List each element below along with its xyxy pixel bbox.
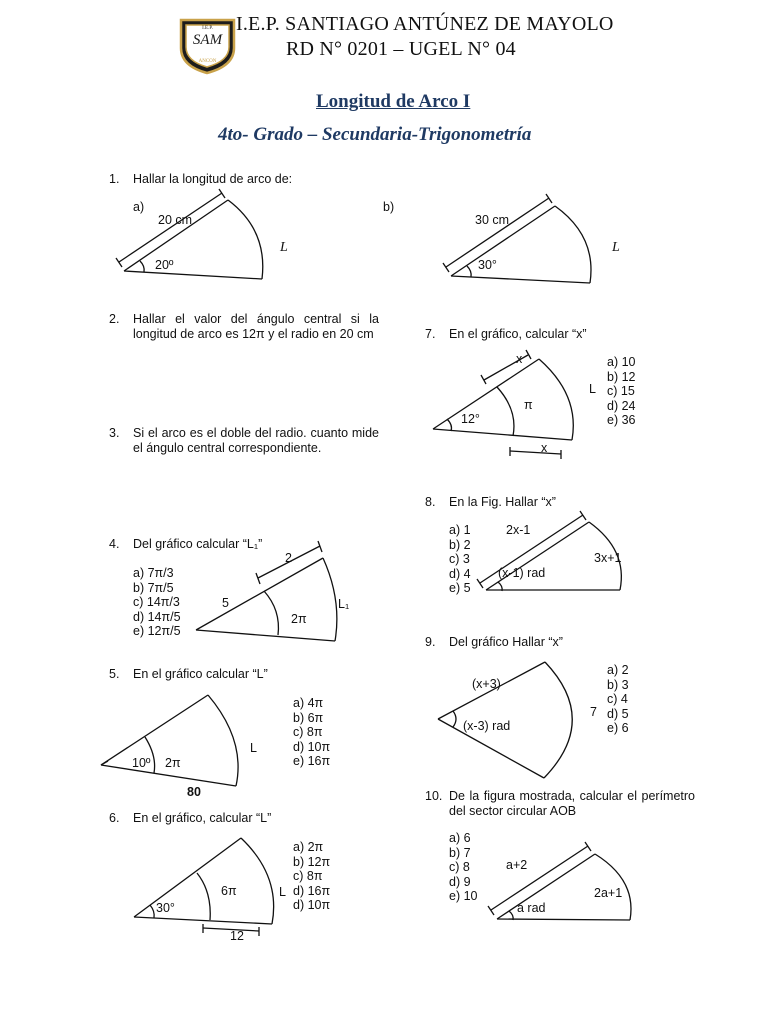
option: b) 12 [607, 369, 636, 384]
option: e) 6 [607, 721, 629, 735]
problem-1a-arc: L [280, 240, 288, 255]
figure-10 [488, 842, 631, 920]
problem-8-label-top: 2x-1 [506, 523, 531, 537]
problem-4-label-side: 5 [222, 596, 229, 610]
problem-4-number: 4. [109, 537, 120, 551]
problem-4-options [133, 566, 181, 639]
problem-6-label-inner: 6π [221, 884, 237, 898]
problem-8-options [449, 523, 471, 596]
school-rd: RD N° 0201 – UGEL N° 04 [286, 38, 516, 60]
logo-monogram: SAM [192, 32, 223, 48]
problem-6-text: En el gráfico, calcular “L” [133, 811, 272, 825]
option: a) 10 [607, 355, 636, 369]
option: e) 36 [607, 413, 636, 427]
figure-6 [134, 838, 274, 936]
problem-9-label-top: (x+3) [472, 677, 501, 691]
problem-6-options [293, 840, 330, 913]
problem-9-label-angle: (x-3) rad [463, 719, 511, 733]
option: a) 2 [607, 663, 629, 677]
problem-5-label-arc: L [250, 741, 257, 755]
page-subtitle: 4to- Grado – Secundaria-Trigonometría [218, 124, 532, 145]
problem-8-text: En la Fig. Hallar “x” [449, 495, 556, 509]
problem-1b-angle: 30° [478, 258, 497, 272]
option: b) 2 [449, 537, 471, 552]
problem-8-label-angle: (x-1) rad [498, 566, 546, 580]
option: b) 7π/5 [133, 580, 174, 595]
figure-1b [443, 194, 591, 283]
problem-7-number: 7. [425, 327, 436, 341]
option: a) 7π/3 [133, 566, 174, 580]
figure-7 [433, 350, 573, 459]
problem-10-options [449, 831, 478, 904]
option: e) 16π [293, 754, 331, 768]
option: b) 7 [449, 845, 471, 860]
problem-9-text: Del gráfico Hallar “x” [449, 635, 563, 649]
option: d) 16π [293, 883, 331, 898]
problem-2-number: 2. [109, 312, 120, 326]
option: c) 4 [607, 692, 628, 706]
option: b) 3 [607, 677, 629, 692]
problem-7-options [607, 355, 636, 428]
problem-3-number: 3. [109, 426, 120, 440]
option: a) 4π [293, 696, 324, 710]
option: c) 14π/3 [133, 595, 180, 609]
problem-5-label-inner: 2π [165, 756, 181, 770]
option: d) 4 [449, 566, 471, 581]
problem-6-label-arc: L [279, 885, 286, 899]
option: e) 12π/5 [133, 624, 181, 638]
problem-7-label-bottom: x [541, 441, 548, 455]
problem-4-text: Del gráfico calcular “L₁” [133, 537, 263, 551]
problem-7-label-inner: π [524, 398, 533, 412]
logo-text-top: I.E.P. [202, 26, 213, 31]
problem-1-text: Hallar la longitud de arco de: [133, 172, 293, 186]
option: e) 5 [449, 581, 471, 595]
figure-5 [101, 695, 238, 786]
problem-7-label-top: x [516, 352, 523, 366]
option: d) 10π [293, 739, 331, 754]
problem-4-label-arc: L₁ [338, 597, 350, 611]
figure-4 [196, 541, 337, 641]
option: c) 15 [607, 384, 635, 398]
problem-3-text: Si el arco es el doble del radio. cuanto mide el ángulo central correspondiente. [133, 426, 379, 455]
problem-7-label-angle: 12° [461, 412, 480, 426]
problem-5-label-bottom: 80 [187, 785, 201, 799]
problem-4-label-inner: 2π [291, 612, 307, 626]
option: e) 10 [449, 889, 478, 903]
option: c) 8π [293, 725, 323, 739]
option: b) 6π [293, 710, 324, 725]
problem-1a-tag: a) [133, 200, 145, 214]
page-title: Longitud de Arco I [316, 91, 471, 112]
option: d) 24 [607, 398, 636, 413]
problem-6-label-bottom: 12 [230, 929, 244, 943]
problem-8-number: 8. [425, 495, 436, 509]
problem-2-text: Hallar el valor del ángulo central si la longitud de arco es 12π y el radio en 20 cm [133, 312, 379, 341]
option: c) 8 [449, 860, 470, 874]
problem-10-label-arc: 2a+1 [594, 886, 623, 900]
problem-7-label-arc: L [589, 382, 596, 396]
option: d) 5 [607, 706, 629, 721]
problem-7-text: En el gráfico, calcular “x” [449, 327, 587, 341]
problem-10-label-top: a+2 [506, 858, 528, 872]
problem-1a-radius: 20 cm [158, 213, 193, 227]
problem-1b-radius: 30 cm [475, 213, 510, 227]
option: c) 8π [293, 869, 323, 883]
problem-1-number: 1. [109, 172, 120, 186]
problem-10-number: 10. [425, 789, 443, 803]
option: d) 14π/5 [133, 609, 181, 624]
problem-5-number: 5. [109, 667, 120, 681]
problem-1b-arc: L [612, 240, 620, 255]
problem-10-label-angle: a rad [517, 901, 546, 915]
option: d) 10π [293, 898, 331, 912]
logo-text-bottom: ANCON [198, 59, 217, 64]
school-name: I.E.P. SANTIAGO ANTÚNEZ DE MAYOLO [236, 13, 614, 35]
problem-4-label-top: 2 [285, 551, 292, 565]
problem-9-number: 9. [425, 635, 436, 649]
option: c) 3 [449, 552, 470, 566]
problem-5-options [293, 696, 330, 769]
problem-1a-angle: 20º [155, 258, 174, 272]
problem-5-label-angle: 10º [132, 756, 151, 770]
problem-10-text: De la figura mostrada, calcular el perímetro del sector circular AOB [449, 789, 695, 818]
option: a) 6 [449, 831, 471, 845]
option: a) 1 [449, 523, 471, 537]
problem-1b-tag: b) [383, 200, 395, 214]
option: d) 9 [449, 874, 471, 889]
problem-9-options [607, 663, 629, 736]
problem-8-label-arc: 3x+1 [594, 551, 622, 565]
problem-5-text: En el gráfico calcular “L” [133, 667, 268, 681]
problem-6-label-angle: 30° [156, 901, 175, 915]
option: b) 12π [293, 854, 331, 869]
option: a) 2π [293, 840, 324, 854]
problem-6-number: 6. [109, 811, 120, 825]
problem-9-label-arc: 7 [590, 705, 597, 719]
